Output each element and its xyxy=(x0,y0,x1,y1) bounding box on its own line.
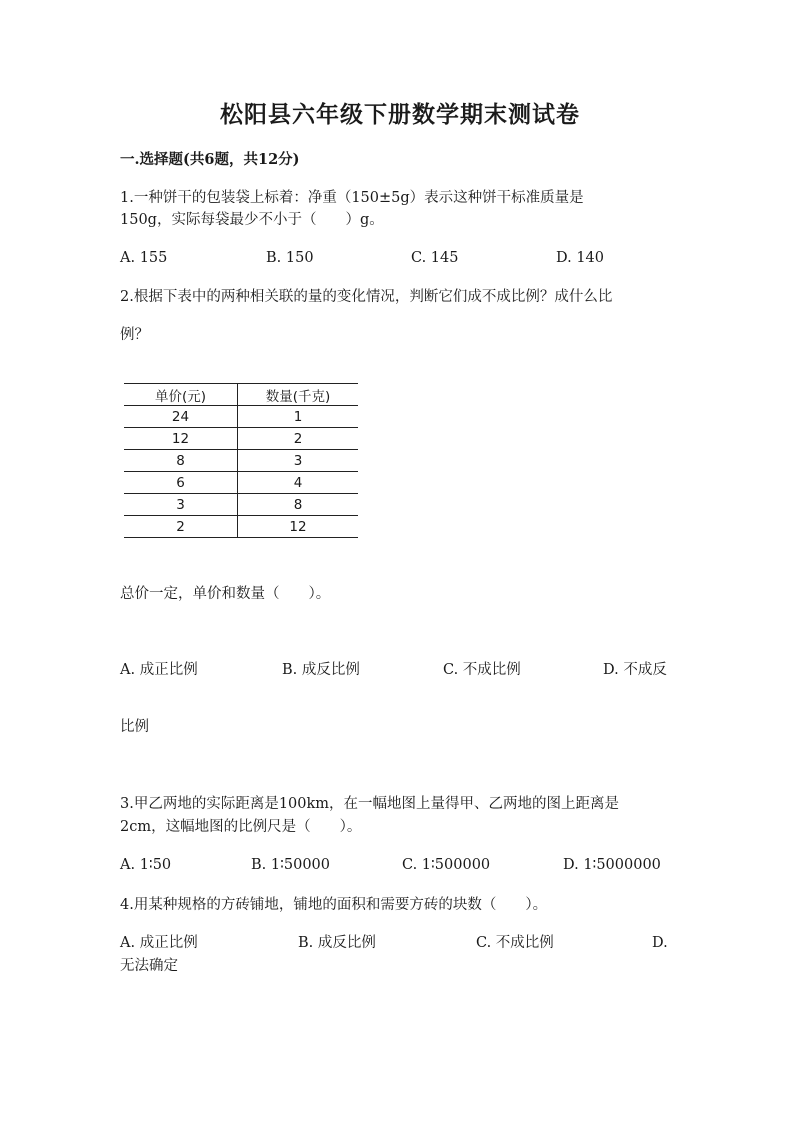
cell-quantity: 8 xyxy=(238,494,359,516)
q2-option-a: A. 成正比例 xyxy=(120,662,198,678)
cell-unit-price: 2 xyxy=(124,516,238,538)
q1-text-line2: 150g，实际每袋最少不小于（ ）g。 xyxy=(120,212,384,228)
q2-text-line2: 例？ xyxy=(120,327,149,343)
cell-unit-price: 12 xyxy=(124,428,238,450)
q3-text-line1: 3.甲乙两地的实际距离是100km，在一幅地图上量得甲、乙两地的图上距离是 xyxy=(120,796,620,812)
q1-text-line1: 1.一种饼干的包装袋上标着：净重（150±5g）表示这种饼干标准质量是 xyxy=(120,190,584,206)
q2-option-b: B. 成反比例 xyxy=(282,662,360,678)
q4-option-b: B. 成反比例 xyxy=(298,935,376,951)
table-row xyxy=(124,428,358,450)
q4-option-d-wrap: 无法确定 xyxy=(120,958,178,974)
header-unit-price: 单价(元) xyxy=(124,384,238,406)
table-row xyxy=(124,516,358,538)
cell-unit-price: 8 xyxy=(124,450,238,472)
q2-prompt: 总价一定，单价和数量（ ）。 xyxy=(120,586,331,602)
q3-option-a: A. 1∶50 xyxy=(120,857,172,873)
cell-unit-price: 24 xyxy=(124,406,238,428)
q2-option-d: D. 不成反 xyxy=(603,662,667,678)
page-title: 松阳县六年级下册数学期末测试卷 xyxy=(220,101,580,128)
table-row xyxy=(124,406,358,428)
q3-option-d: D. 1∶5000000 xyxy=(563,857,661,873)
table-row xyxy=(124,450,358,472)
cell-quantity: 12 xyxy=(238,516,359,538)
q4-text-line1: 4.用某种规格的方砖铺地，铺地的面积和需要方砖的块数（ ）。 xyxy=(120,897,548,913)
table-row xyxy=(124,472,358,494)
q3-option-b: B. 1∶50000 xyxy=(251,857,330,873)
q4-option-d: D. xyxy=(652,935,668,951)
q4-option-c: C. 不成比例 xyxy=(476,935,554,951)
q2-option-d-wrap: 比例 xyxy=(120,719,149,735)
table-row xyxy=(124,494,358,516)
q4-option-a: A. 成正比例 xyxy=(120,935,198,951)
section-heading: 一.选择题(共6题，共12分) xyxy=(120,151,300,168)
q1-option-d: D. 140 xyxy=(556,250,605,266)
cell-quantity: 3 xyxy=(238,450,359,472)
cell-unit-price: 3 xyxy=(124,494,238,516)
cell-unit-price: 6 xyxy=(124,472,238,494)
q3-option-c: C. 1∶500000 xyxy=(402,857,491,873)
header-quantity: 数量(千克) xyxy=(238,384,359,406)
q3-text-line2: 2cm，这幅地图的比例尺是（ ）。 xyxy=(120,819,362,835)
cell-quantity: 4 xyxy=(238,472,359,494)
q1-option-a: A. 155 xyxy=(120,250,168,266)
q2-text-line1: 2.根据下表中的两种相关联的量的变化情况，判断它们成不成比例？成什么比 xyxy=(120,289,613,305)
q1-option-c: C. 145 xyxy=(411,250,459,266)
cell-quantity: 1 xyxy=(238,406,359,428)
q2-option-c: C. 不成比例 xyxy=(443,662,521,678)
cell-quantity: 2 xyxy=(238,428,359,450)
price-quantity-table xyxy=(124,383,358,538)
table-header-row xyxy=(124,384,358,406)
q1-option-b: B. 150 xyxy=(266,250,314,266)
